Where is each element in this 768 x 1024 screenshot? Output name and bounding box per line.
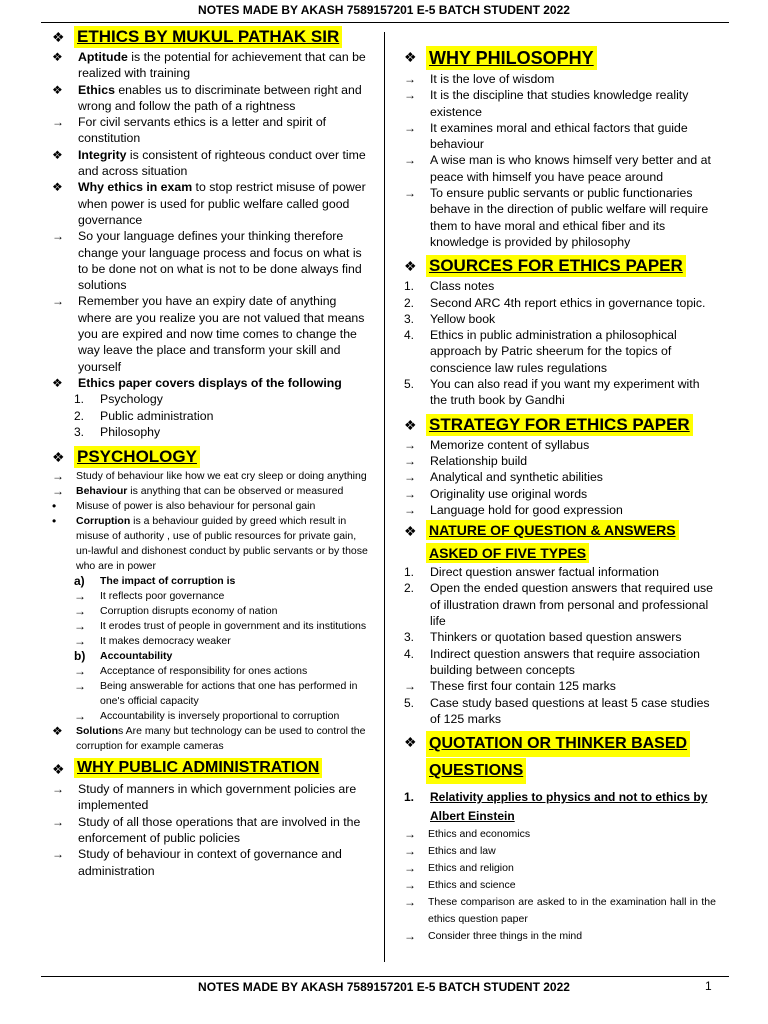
arrow-icon: → <box>404 895 416 910</box>
list-item: → Ethics and economics <box>404 827 531 842</box>
section-heading-sources: ❖ SOURCES FOR ETHICS PAPER <box>404 255 716 277</box>
list-item: → So your language defines your thinking therefore change your language process and focus on what is to be done not on what is not to be done always find solutions <box>52 229 362 293</box>
list-item: ❖ Ethics enables us to discriminate between right and wrong and follow the path of a rightness <box>52 82 362 113</box>
column-divider <box>384 32 385 962</box>
section-heading-quotation: ❖ QUOTATION OR THINKER BASED <box>404 731 716 757</box>
list-item: 5. You can also read if you want my experiment with the truth book by Gandhi <box>404 377 700 408</box>
list-item: 1. Relativity applies to physics and not to ethics by Albert Einstein <box>404 790 708 824</box>
list-item: 4. Ethics in public administration a philosophical approach by Patric sheerum for the topics of conscience law rules regulations <box>404 328 677 375</box>
list-item: → Memorize content of syllabus <box>404 437 590 452</box>
list-item: → Language hold for good expression <box>404 502 623 517</box>
list-item: → To ensure public servants or public functionaries behave in the direction of public welfare will require them to have moral and ethical fiber and its knowledge is provided by philosophy <box>404 186 709 249</box>
diamond-bullet-icon: ❖ <box>404 258 417 275</box>
list-item: → Analytical and synthetic abilities <box>404 470 603 485</box>
arrow-icon: → <box>404 72 416 86</box>
list-item: 2. Open the ended question answers that required use of illustration drawn from personal and professional life <box>404 581 714 629</box>
arrow-icon: → <box>52 484 64 499</box>
list-item: b) Accountability <box>74 649 173 664</box>
arrow-icon: → <box>404 502 416 517</box>
list-item: → A wise man is who knows himself very better and at peace with himself you have peace around <box>404 153 711 184</box>
diamond-bullet-icon: ❖ <box>52 761 65 778</box>
list-item: 1. Class notes <box>404 279 495 294</box>
list-item: 4. Indirect question answers that require association building between concepts <box>404 646 700 677</box>
section-heading-psychology: ❖ PSYCHOLOGY <box>52 446 372 468</box>
arrow-icon: → <box>52 814 64 829</box>
list-item: → Accountability is inversely proportional to corruption <box>52 709 372 724</box>
section-heading-nature: ❖ NATURE OF QUESTION & ANSWERS <box>404 520 716 542</box>
arrow-icon: → <box>52 294 64 309</box>
bullet-icon: • <box>52 514 57 529</box>
list-item: → Ethics and science <box>404 878 516 893</box>
list-item: 1. Psychology <box>74 392 163 407</box>
list-item: 3. Philosophy <box>74 424 161 439</box>
list-item: → It is the discipline that studies knowledge reality existence <box>404 88 689 119</box>
diamond-bullet-icon: ❖ <box>52 82 63 97</box>
diamond-bullet-icon: ❖ <box>404 523 417 540</box>
arrow-icon: → <box>404 827 416 842</box>
list-item: → It is the love of wisdom <box>404 72 555 86</box>
page-header: NOTES MADE BY AKASH 7589157201 E-5 BATCH STUDENT 2022 <box>198 3 570 17</box>
diamond-bullet-icon: ❖ <box>52 449 65 466</box>
arrow-icon: → <box>74 709 86 724</box>
page-footer: NOTES MADE BY AKASH 7589157201 E-5 BATCH STUDENT 2022 <box>198 980 570 994</box>
diamond-bullet-icon: ❖ <box>404 734 417 751</box>
arrow-icon: → <box>404 679 416 694</box>
diamond-bullet-icon: ❖ <box>52 50 63 64</box>
list-item: → Study of all those operations that are involved in the enforcement of public policies <box>52 814 361 846</box>
right-column <box>404 24 716 945</box>
section-heading-public-administration: ❖ WHY PUBLIC ADMINISTRATION <box>52 758 372 780</box>
list-item: → Ethics and law <box>404 844 496 859</box>
arrow-icon: → <box>52 469 64 484</box>
list-item: → It makes democracy weaker <box>52 634 372 649</box>
list-item: → Study of behaviour in context of governance and administration <box>52 847 342 878</box>
arrow-icon: → <box>404 844 416 859</box>
list-item: → Ethics and religion <box>404 861 514 876</box>
diamond-bullet-icon: ❖ <box>52 147 63 162</box>
left-column <box>52 24 372 879</box>
list-item: → Study of manners in which government policies are implemented <box>52 782 357 813</box>
diamond-bullet-icon: ❖ <box>52 29 65 45</box>
list-item: → Originality use original words <box>404 486 588 501</box>
arrow-icon: → <box>52 782 64 797</box>
arrow-icon: → <box>404 929 416 944</box>
list-item: → Relationship build <box>404 453 528 468</box>
arrow-icon: → <box>404 453 416 468</box>
list-item: → These comparison are asked to in the examination hall in the ethics question paper <box>404 894 716 928</box>
list-item: → It erodes trust of people in government and its institutions <box>52 619 372 634</box>
list-item: ❖ Aptitude is the potential for achievement that can be realized with training <box>52 50 366 81</box>
arrow-icon: → <box>52 847 64 862</box>
list-item: 3. Yellow book <box>404 311 496 326</box>
arrow-icon: → <box>404 470 416 485</box>
arrow-icon: → <box>404 486 416 501</box>
arrow-icon: → <box>52 229 64 244</box>
page-number: 1 <box>705 979 712 993</box>
section-heading-strategy: ❖ STRATEGY FOR ETHICS PAPER <box>404 414 716 436</box>
arrow-icon: → <box>404 153 416 168</box>
list-item: → Being answerable for actions that one has performed in one's official capacity <box>52 679 372 709</box>
arrow-icon: → <box>74 589 86 604</box>
list-item: 1. Direct question answer factual information <box>404 565 659 580</box>
arrow-icon: → <box>404 878 416 893</box>
list-item: → Behaviour is anything that can be observed or measured <box>52 484 344 499</box>
diamond-bullet-icon: ❖ <box>52 724 63 739</box>
arrow-icon: → <box>74 604 86 619</box>
list-item: • Corruption is a behaviour guided by greed which result in misuse of authority , use of public resources for private gain, un-lawful and dishonest conduct by public servants or by those who are in power <box>52 514 368 573</box>
list-item: 2. Public administration <box>74 408 214 423</box>
list-item: • Misuse of power is also behaviour for personal gain <box>52 499 316 514</box>
list-item: → Study of behaviour like how we eat cry sleep or doing anything <box>52 469 367 484</box>
section-heading-quotation-line2: QUESTIONS <box>404 758 716 784</box>
list-item: → Corruption disrupts economy of nation <box>52 604 372 619</box>
diamond-bullet-icon: ❖ <box>52 375 63 390</box>
list-item: ❖ Ethics paper covers displays of the following <box>52 375 342 390</box>
list-item: → These first four contain 125 marks <box>404 679 616 694</box>
arrow-icon: → <box>74 664 86 679</box>
arrow-icon: → <box>74 634 86 649</box>
arrow-icon: → <box>404 437 416 452</box>
list-item: → Remember you have an expiry date of anything where are you realize you are not valued that means you are expired and now time comes to change the way leave the place and transform your skill and yourself <box>52 294 365 374</box>
bullet-icon: • <box>52 499 57 514</box>
arrow-icon: → <box>52 115 64 130</box>
list-item: → It examines moral and ethical factors that guide behaviour <box>404 120 688 152</box>
arrow-icon: → <box>404 186 416 201</box>
arrow-icon: → <box>404 120 416 135</box>
list-item: 2. Second ARC 4th report ethics in governance topic. <box>404 295 706 310</box>
list-item: → For civil servants ethics is a letter and spirit of constitution <box>52 115 327 146</box>
list-item: 5. Case study based questions at least 5 case studies of 125 marks <box>404 695 710 726</box>
list-item: ❖ Why ethics in exam to stop restrict misuse of power when power is used for public welfare called good governance <box>52 180 366 227</box>
diamond-bullet-icon: ❖ <box>404 416 417 433</box>
list-item: 3. Thinkers or quotation based question answers <box>404 630 682 645</box>
section-heading-ethics: ❖ ETHICS BY MUKUL PATHAK SIR <box>52 26 372 48</box>
list-item: ❖ Solutions Are many but technology can be used to control the corruption for example cameras <box>52 724 366 753</box>
list-item: → It reflects poor governance <box>52 589 372 604</box>
arrow-icon: → <box>74 619 86 634</box>
arrow-icon: → <box>74 679 86 694</box>
arrow-icon: → <box>404 861 416 876</box>
list-item: ❖ Integrity is consistent of righteous conduct over time and across situation <box>52 147 366 179</box>
diamond-bullet-icon: ❖ <box>404 49 417 65</box>
section-heading-nature-line2: ASKED OF FIVE TYPES <box>404 543 716 563</box>
diamond-bullet-icon: ❖ <box>52 180 63 195</box>
list-item: a) The impact of corruption is <box>74 574 236 589</box>
section-heading-philosophy: ❖ WHY PHILOSOPHY <box>404 46 716 70</box>
list-item: → Consider three things in the mind <box>404 929 583 944</box>
list-item: → Acceptance of responsibility for ones actions <box>52 664 372 679</box>
arrow-icon: → <box>404 88 416 103</box>
